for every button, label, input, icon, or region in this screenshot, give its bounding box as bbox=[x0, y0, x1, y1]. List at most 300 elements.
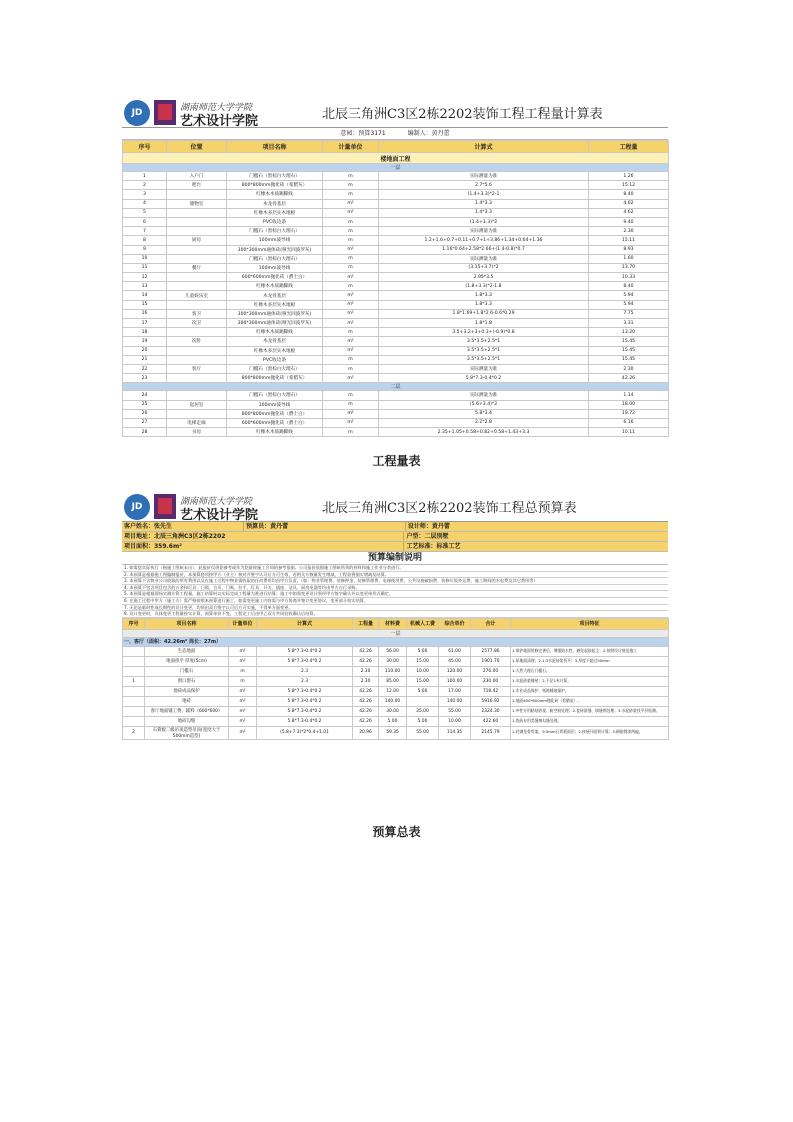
table-row bbox=[123, 374, 669, 383]
floor-row bbox=[123, 629, 669, 637]
table-cell: 5.94 bbox=[589, 300, 669, 309]
table-cell: 红橡木木质踢脚线 bbox=[227, 190, 323, 199]
table-cell bbox=[123, 646, 145, 656]
table-cell: 1.8*1.69+1.8*2.6-0.6*0.29 bbox=[379, 309, 589, 318]
table-cell: 门槛石（黑棕白大理石） bbox=[227, 254, 323, 263]
table-row bbox=[123, 726, 669, 739]
table-cell: 5.8*7.3-0.4*0.2 bbox=[257, 716, 353, 726]
table-cell: 5.8*7.3-0.4*0.2 bbox=[257, 656, 353, 666]
table-cell: 59.35 bbox=[379, 726, 407, 739]
table-cell: 114.35 bbox=[439, 726, 471, 739]
table-row bbox=[123, 696, 669, 706]
table-cell: 12 bbox=[123, 273, 167, 282]
table-cell: 15.12 bbox=[589, 181, 669, 190]
school-logo-icon: JD bbox=[124, 100, 150, 126]
section-row bbox=[123, 153, 669, 164]
table-row bbox=[123, 300, 669, 309]
table-cell: 吧台 bbox=[167, 181, 227, 190]
table-cell bbox=[167, 245, 227, 254]
table-cell: (1.4+3.3)*2 bbox=[379, 217, 589, 226]
table-cell: 1.8*3.3 bbox=[379, 300, 589, 309]
col-header: 项目特征 bbox=[511, 618, 669, 629]
table-row bbox=[123, 199, 669, 208]
table-cell: 1.水泥砂浆铺贴；2.不足1米计算。 bbox=[511, 676, 669, 686]
table-row bbox=[123, 236, 669, 245]
budgeter: 预算员：黄丹蕾 bbox=[244, 522, 406, 531]
table-cell: 2.2*2.8 bbox=[379, 418, 589, 427]
table-cell: 5.8*7.3-0.4*0.2 bbox=[257, 646, 353, 656]
table-cell: (3.15+3.7)*2 bbox=[379, 263, 589, 272]
table-cell: 14 bbox=[123, 291, 167, 300]
category-row bbox=[123, 637, 669, 646]
table-cell: 3.5+3.2+3+0.3+(-0.9)*0.8 bbox=[379, 328, 589, 337]
table-cell bbox=[167, 374, 227, 383]
table-cell: 红橡木木质踢脚线 bbox=[227, 428, 323, 437]
table-cell: 5.8*7.3-0.4*0.2 bbox=[257, 686, 353, 696]
table-cell: 3 bbox=[123, 190, 167, 199]
academy-emblem-icon bbox=[154, 494, 176, 519]
table-cell: 红橡木木质踢脚线 bbox=[227, 328, 323, 337]
table-cell bbox=[167, 391, 227, 400]
table-cell: 5 bbox=[123, 208, 167, 217]
table-cell: 1.4*3.3 bbox=[379, 208, 589, 217]
table-cell: 5916.92 bbox=[471, 696, 511, 706]
note-line: 2. 本预算是根据施工图编制报价，本预算套项按甲方（业主）核对并签字认可后方可生效，若相关方数量发生增减，工程款将据实增减及结算。 bbox=[122, 572, 668, 579]
quantity-sheet bbox=[122, 97, 668, 444]
table-cell: 42.26 bbox=[353, 706, 379, 716]
budget-sheet bbox=[122, 491, 668, 817]
table-cell: 30.00 bbox=[379, 706, 407, 716]
table-cell: 门槛石（黑棕白大理石） bbox=[227, 172, 323, 181]
table-cell: 4 bbox=[123, 199, 167, 208]
table-cell: 120.00 bbox=[439, 666, 471, 676]
table-row bbox=[123, 227, 669, 236]
col-header: 计算式 bbox=[257, 618, 353, 629]
table-cell: 5.8*7.3-0.4*0.2 bbox=[257, 696, 353, 706]
table-cell: m bbox=[323, 282, 379, 291]
table-cell: m² bbox=[229, 686, 257, 696]
caption-quantity: 工程量表 bbox=[372, 454, 421, 468]
table-cell: 276.00 bbox=[471, 666, 511, 676]
table-cell: m² bbox=[229, 726, 257, 739]
table-cell: 实际测量为准 bbox=[379, 172, 589, 181]
table-cell: m bbox=[323, 391, 379, 400]
table-row bbox=[123, 190, 669, 199]
table-cell: 8 bbox=[123, 236, 167, 245]
sheet-header bbox=[122, 97, 668, 128]
table-cell: 17.00 bbox=[439, 686, 471, 696]
table-cell: 16 bbox=[123, 309, 167, 318]
table-cell: m² bbox=[323, 418, 379, 427]
table-cell bbox=[123, 656, 145, 666]
note-line: 6. 在施工过程中甲方（施工方）需严格按照本预算进行施工，如需变更施工内容需与甲方协商并签订变更协议，变更部分按实结算。 bbox=[122, 598, 668, 605]
table-row bbox=[123, 172, 669, 181]
table-cell: 15.45 bbox=[589, 355, 669, 364]
col-header: 项目名称 bbox=[227, 141, 323, 153]
info-row-3 bbox=[122, 542, 668, 552]
logo-subtitle: 湖南师范大学学院 bbox=[180, 497, 253, 507]
table-cell: 23 bbox=[123, 374, 167, 383]
table-cell: 门槛石 bbox=[145, 666, 229, 676]
table-cell: 电梯走廊 bbox=[167, 418, 227, 427]
table-cell: 18 bbox=[123, 328, 167, 337]
table-row bbox=[123, 716, 669, 726]
table-cell: 13.20 bbox=[589, 328, 669, 337]
info-row-2 bbox=[122, 532, 668, 542]
project-area: 项目面积：359.6m² bbox=[122, 542, 404, 551]
table-cell: m² bbox=[229, 696, 257, 706]
table-row bbox=[123, 337, 669, 346]
table-cell: 1.26 bbox=[589, 172, 669, 181]
table-cell: 1.中性专用粘结砂浆、防空鼓处理；2.瓷砖留缝、填缝剂处理；3.水泥砂浆找平层检测。 bbox=[511, 706, 669, 716]
table-cell bbox=[167, 300, 227, 309]
table-cell: m² bbox=[323, 273, 379, 282]
table-cell: m bbox=[323, 227, 379, 236]
page-title: 北辰三角洲C3区2栋2202装饰工程工程量计算表 bbox=[322, 107, 603, 122]
table-row bbox=[123, 328, 669, 337]
table-cell: 3.31 bbox=[589, 319, 669, 328]
table-cell: 起居室 bbox=[167, 400, 227, 409]
table-cell: 2.3 bbox=[257, 676, 353, 686]
table-cell: 42.26 bbox=[353, 716, 379, 726]
col-header: 位置 bbox=[167, 141, 227, 153]
table-cell: 1.专业成品保护，纸箱铺地保护。 bbox=[511, 686, 669, 696]
table-cell bbox=[167, 208, 227, 217]
table-cell: 客厅 bbox=[167, 364, 227, 373]
table-cell: 27 bbox=[123, 418, 167, 427]
craft-standard: 工艺标准：标准工艺 bbox=[406, 543, 461, 550]
table-cell: 门槛石（黑棕白大理石） bbox=[227, 227, 323, 236]
table-cell: 7.75 bbox=[589, 309, 669, 318]
col-header: 工程量 bbox=[353, 618, 379, 629]
table-cell: 15 bbox=[123, 300, 167, 309]
table-cell bbox=[407, 696, 439, 706]
note-line: 8. 设计变更时，具体变更工程量按实计算，预算单价不变，工程完工后由甲乙双方共同验收确认后结算。 bbox=[122, 611, 668, 618]
table-cell: 红橡木多层实木地板 bbox=[227, 346, 323, 355]
table-cell: m bbox=[323, 254, 379, 263]
table-cell bbox=[167, 190, 227, 199]
table-cell: 25 bbox=[123, 400, 167, 409]
table-cell: 1.8*1.8 bbox=[379, 319, 589, 328]
table-cell: 800*800mm抛化砖（爵士白） bbox=[227, 409, 323, 418]
col-header: 综合单价 bbox=[439, 618, 471, 629]
table-row bbox=[123, 217, 669, 226]
table-row bbox=[123, 355, 669, 364]
table-cell: 木龙骨基层 bbox=[227, 291, 323, 300]
table-row bbox=[123, 309, 669, 318]
academy-emblem-icon bbox=[154, 100, 176, 125]
note-line: 1. 如需您实际执行（指施工图纸未出），此报价仅供您参考或作为您最终施工合同的参考依据。公司报价依据施工图纸所列的材料和施工作业分类进行。 bbox=[122, 565, 668, 572]
table-cell: 42.26 bbox=[589, 374, 669, 383]
col-header: 机械人工费 bbox=[407, 618, 439, 629]
table-cell: 110.00 bbox=[379, 666, 407, 676]
table-cell: 42.26 bbox=[353, 646, 379, 656]
table-cell: 1.瓷砖专用美缝剂勾缝处理。 bbox=[511, 716, 669, 726]
table-cell: 13 bbox=[123, 282, 167, 291]
table-cell: m bbox=[323, 263, 379, 272]
table-row bbox=[123, 364, 669, 373]
table-cell: m² bbox=[229, 716, 257, 726]
col-header: 序号 bbox=[123, 141, 167, 153]
project-address: 项目地址：北辰三角洲C3区2栋2202 bbox=[122, 532, 404, 541]
table-cell: PVC收边条 bbox=[227, 217, 323, 226]
table-cell: 18.00 bbox=[589, 400, 669, 409]
table-cell: m² bbox=[229, 656, 257, 666]
table-cell: 1.2+1.6+0.7+0.11+0.7+1+3.86+1.34+0.64+1.36 bbox=[379, 236, 589, 245]
table-cell: 19 bbox=[123, 337, 167, 346]
note-line: 3. 本预算不含物业公司收取的所有费用以及在施工过程中物业需收取的任何费用均由甲方负责。（如：物业管理费、装修押金、装修管理费、电梯使用费、公共设施破损费、装修垃圾外运费、施工期间的水电费及其它费用等） bbox=[122, 578, 668, 585]
table-cell: 45.00 bbox=[439, 656, 471, 666]
table-cell bbox=[167, 217, 227, 226]
info-row-1 bbox=[122, 522, 668, 532]
table-cell: 窗口窗石 bbox=[145, 676, 229, 686]
table-cell: 100mm波导线 bbox=[227, 236, 323, 245]
table-cell: 1.60 bbox=[589, 254, 669, 263]
table-cell: 5.8*7.3-0.4*0.2 bbox=[257, 706, 353, 716]
table-row bbox=[123, 346, 669, 355]
table-cell: 2 bbox=[123, 181, 167, 190]
note-line: 7. 无论是临时性或长期性的设计变更，均须由双方签字认可后方可实施，不得单方面变更。 bbox=[122, 605, 668, 612]
table-cell bbox=[167, 328, 227, 337]
col-header: 材料费 bbox=[379, 618, 407, 629]
table-cell: m bbox=[323, 400, 379, 409]
table-cell: 2.30 bbox=[589, 364, 669, 373]
table-cell: 230.00 bbox=[471, 676, 511, 686]
table-cell: 1.16*0.64+2.58*2.66+(1.4-0.8)*0.7 bbox=[379, 245, 589, 254]
table-cell bbox=[123, 706, 145, 716]
table-cell: 8.40 bbox=[589, 190, 669, 199]
table-cell: m² bbox=[323, 346, 379, 355]
table-cell: 55.00 bbox=[407, 726, 439, 739]
table-cell: 实际测量为准 bbox=[379, 391, 589, 400]
budget-table bbox=[122, 618, 669, 740]
table-cell: 1 bbox=[123, 676, 145, 686]
table-cell: 地面找平 厚度(5cm) bbox=[145, 656, 229, 666]
table-cell bbox=[123, 686, 145, 696]
table-cell: m² bbox=[323, 309, 379, 318]
table-cell: 入户门 bbox=[167, 172, 227, 181]
caption-budget: 预算总表 bbox=[372, 825, 421, 839]
table-cell: 15.45 bbox=[589, 337, 669, 346]
table-row bbox=[123, 391, 669, 400]
table-row bbox=[123, 428, 669, 437]
table-row bbox=[123, 418, 669, 427]
table-cell: 地砖勾缝 bbox=[145, 716, 229, 726]
table-cell: m bbox=[229, 666, 257, 676]
table-cell: 10 bbox=[123, 254, 167, 263]
table-cell: 21 bbox=[123, 355, 167, 364]
table-cell: 1.4*3.3 bbox=[379, 199, 589, 208]
quantity-table bbox=[122, 140, 669, 437]
table-cell: 红橡木木质踢脚线 bbox=[227, 282, 323, 291]
table-row bbox=[123, 686, 669, 696]
table-row bbox=[123, 666, 669, 676]
meta-line bbox=[122, 128, 668, 140]
table-cell: 422.60 bbox=[471, 716, 511, 726]
table-cell: 5.94 bbox=[589, 291, 669, 300]
page-title: 北辰三角洲C3区2栋2202装饰工程总预算表 bbox=[322, 501, 577, 516]
table-cell: 42.26 bbox=[353, 696, 379, 706]
table-row bbox=[123, 254, 669, 263]
table-cell: 储物室 bbox=[167, 199, 227, 208]
table-cell: 门槛石（黑棕白大理石） bbox=[227, 391, 323, 400]
table-cell: 1.地面600*600mm抛化砖（希腊灰）。 bbox=[511, 696, 669, 706]
table-cell: 2324.30 bbox=[471, 706, 511, 716]
table-cell: 1901.70 bbox=[471, 656, 511, 666]
table-cell: 42.26 bbox=[353, 656, 379, 666]
table-cell: m bbox=[323, 236, 379, 245]
table-cell: 10.11 bbox=[589, 428, 669, 437]
logo-title: 艺术设计学院 bbox=[180, 508, 259, 523]
table-cell: 140.00 bbox=[439, 696, 471, 706]
table-cell: 实际测量为准 bbox=[379, 227, 589, 236]
table-cell: 30.00 bbox=[379, 656, 407, 666]
table-cell: 3.5*3.5+2.5*1 bbox=[379, 337, 589, 346]
table-cell: 8.40 bbox=[589, 282, 669, 291]
table-cell: (5.6+3.4)*2 bbox=[379, 400, 589, 409]
table-cell: 5.00 bbox=[407, 646, 439, 656]
table-cell: m² bbox=[323, 319, 379, 328]
table-cell: 1.原地面清理；2.1:3水泥砂浆找平；3.厚度不超过50mm bbox=[511, 656, 669, 666]
table-cell: 56.00 bbox=[379, 646, 407, 656]
table-cell: 2577.86 bbox=[471, 646, 511, 656]
floor-label: 一层 bbox=[123, 629, 669, 637]
table-cell: 地砖成品保护 bbox=[145, 686, 229, 696]
table-cell: 5.8*7.3-0.4*0.2 bbox=[379, 374, 589, 383]
table-cell: 9 bbox=[123, 245, 167, 254]
table-cell: 15.45 bbox=[589, 346, 669, 355]
table-cell: 客厅地面铺工费、辅料（600*600） bbox=[145, 706, 229, 716]
table-cell: 1 bbox=[123, 172, 167, 181]
table-cell: 实际测量为准 bbox=[379, 364, 589, 373]
table-cell: (5.8+7.3)*2*0.4+1.01 bbox=[257, 726, 353, 739]
table-cell: m bbox=[323, 190, 379, 199]
table-cell: 19.72 bbox=[589, 409, 669, 418]
table-row bbox=[123, 400, 669, 409]
sheet-header bbox=[122, 491, 668, 522]
table-cell: 12.00 bbox=[379, 686, 407, 696]
school-logo-icon: JD bbox=[124, 494, 150, 520]
table-cell bbox=[123, 696, 145, 706]
table-cell bbox=[167, 273, 227, 282]
table-cell: m bbox=[229, 676, 257, 686]
table-cell: m² bbox=[323, 409, 379, 418]
logo-title: 艺术设计学院 bbox=[180, 114, 259, 129]
table-cell: 2145.79 bbox=[471, 726, 511, 739]
table-cell: 100mm波导线 bbox=[227, 263, 323, 272]
table-cell: m² bbox=[229, 706, 257, 716]
table-cell: 9.40 bbox=[589, 217, 669, 226]
table-cell: 餐厅 bbox=[167, 263, 227, 272]
table-row bbox=[123, 282, 669, 291]
section-title: 楼地面工程 bbox=[123, 153, 669, 164]
table-cell: m² bbox=[323, 245, 379, 254]
table-cell: 42.26 bbox=[353, 686, 379, 696]
table-cell: 儿童娱乐室 bbox=[167, 291, 227, 300]
table-cell: 55.00 bbox=[439, 706, 471, 716]
table-cell: 85.00 bbox=[379, 676, 407, 686]
table-cell: m² bbox=[323, 199, 379, 208]
table-cell: 8.93 bbox=[589, 245, 669, 254]
meta-right: 编制人：黄丹蕾 bbox=[407, 130, 450, 137]
table-cell: 3.5*3.5+2.5*1 bbox=[379, 346, 589, 355]
table-cell: m bbox=[323, 355, 379, 364]
table-row bbox=[123, 409, 669, 418]
table-cell: 5.00 bbox=[407, 686, 439, 696]
col-header: 序号 bbox=[123, 618, 145, 629]
table-cell: 20.96 bbox=[353, 726, 379, 739]
table-cell: 客卫 bbox=[167, 309, 227, 318]
table-cell: PVC收边条 bbox=[227, 355, 323, 364]
table-cell: 木龙骨基层 bbox=[227, 199, 323, 208]
floor-label: 二层 bbox=[123, 383, 669, 391]
table-cell: 140.00 bbox=[379, 696, 407, 706]
table-row bbox=[123, 706, 669, 716]
table-header-row bbox=[123, 141, 669, 153]
table-row bbox=[123, 291, 669, 300]
table-cell: m² bbox=[323, 208, 379, 217]
table-cell: 7 bbox=[123, 227, 167, 236]
table-cell: 15.11 bbox=[589, 236, 669, 245]
category-label: 一、客厅（面积：42.26m² 周长：27m） bbox=[123, 637, 669, 646]
table-cell: 书房 bbox=[167, 428, 227, 437]
table-cell: m bbox=[323, 217, 379, 226]
table-cell bbox=[167, 227, 227, 236]
table-cell: 600*600mm抛化砖（爵士白） bbox=[227, 273, 323, 282]
table-cell: 718.42 bbox=[471, 686, 511, 696]
table-cell bbox=[167, 346, 227, 355]
table-cell: 1.天然大理石门槛石。 bbox=[511, 666, 669, 676]
table-cell: 100.00 bbox=[439, 676, 471, 686]
table-row bbox=[123, 646, 669, 656]
table-cell: 800*800mm抛化砖（希腊灰） bbox=[227, 374, 323, 383]
client-name: 客户姓名：张先生 bbox=[122, 522, 244, 531]
table-cell: 5.8*3.4 bbox=[379, 409, 589, 418]
table-cell: 25.00 bbox=[407, 706, 439, 716]
table-cell: 2.30 bbox=[353, 676, 379, 686]
table-cell: m² bbox=[323, 374, 379, 383]
table-cell: 2 bbox=[123, 726, 145, 739]
table-cell: 红橡木多层实木地板 bbox=[227, 208, 323, 217]
table-cell: 800*800mm抛化砖（希腊灰） bbox=[227, 181, 323, 190]
col-header: 工程量 bbox=[589, 141, 669, 153]
table-cell: m² bbox=[323, 337, 379, 346]
note-line: 4. 本预算不包含项目包含的五金和灯具：门锁、合页、门吸、拉手、灯具、开关、插座、洁具、厨房电器等均由甲方自行采购。 bbox=[122, 585, 668, 592]
table-cell: 300*300mm通体砖(哑光回波罗灰) bbox=[227, 319, 323, 328]
table-cell: 5.00 bbox=[407, 716, 439, 726]
table-row bbox=[123, 676, 669, 686]
table-cell: 石膏板二级吊顶造型吊顶(宽度大于500mm造型) bbox=[145, 726, 229, 739]
table-cell bbox=[123, 716, 145, 726]
col-header: 计算式 bbox=[379, 141, 589, 153]
table-cell: 次卫 bbox=[167, 319, 227, 328]
house-type: 户型：二层别墅 bbox=[406, 533, 449, 540]
table-row bbox=[123, 319, 669, 328]
table-cell: m bbox=[323, 428, 379, 437]
table-cell: 61.00 bbox=[439, 646, 471, 656]
table-cell: 红橡木多层实木地板 bbox=[227, 300, 323, 309]
floor-label: 一层 bbox=[123, 164, 669, 172]
table-cell: 10.00 bbox=[439, 716, 471, 726]
table-cell: 15.00 bbox=[407, 676, 439, 686]
table-cell: 4.62 bbox=[589, 208, 669, 217]
table-cell: m bbox=[323, 181, 379, 190]
table-cell: 24 bbox=[123, 391, 167, 400]
table-row bbox=[123, 208, 669, 217]
table-cell: 6 bbox=[123, 217, 167, 226]
table-cell: 2.30 bbox=[589, 227, 669, 236]
table-cell: 实际测量为准 bbox=[379, 254, 589, 263]
